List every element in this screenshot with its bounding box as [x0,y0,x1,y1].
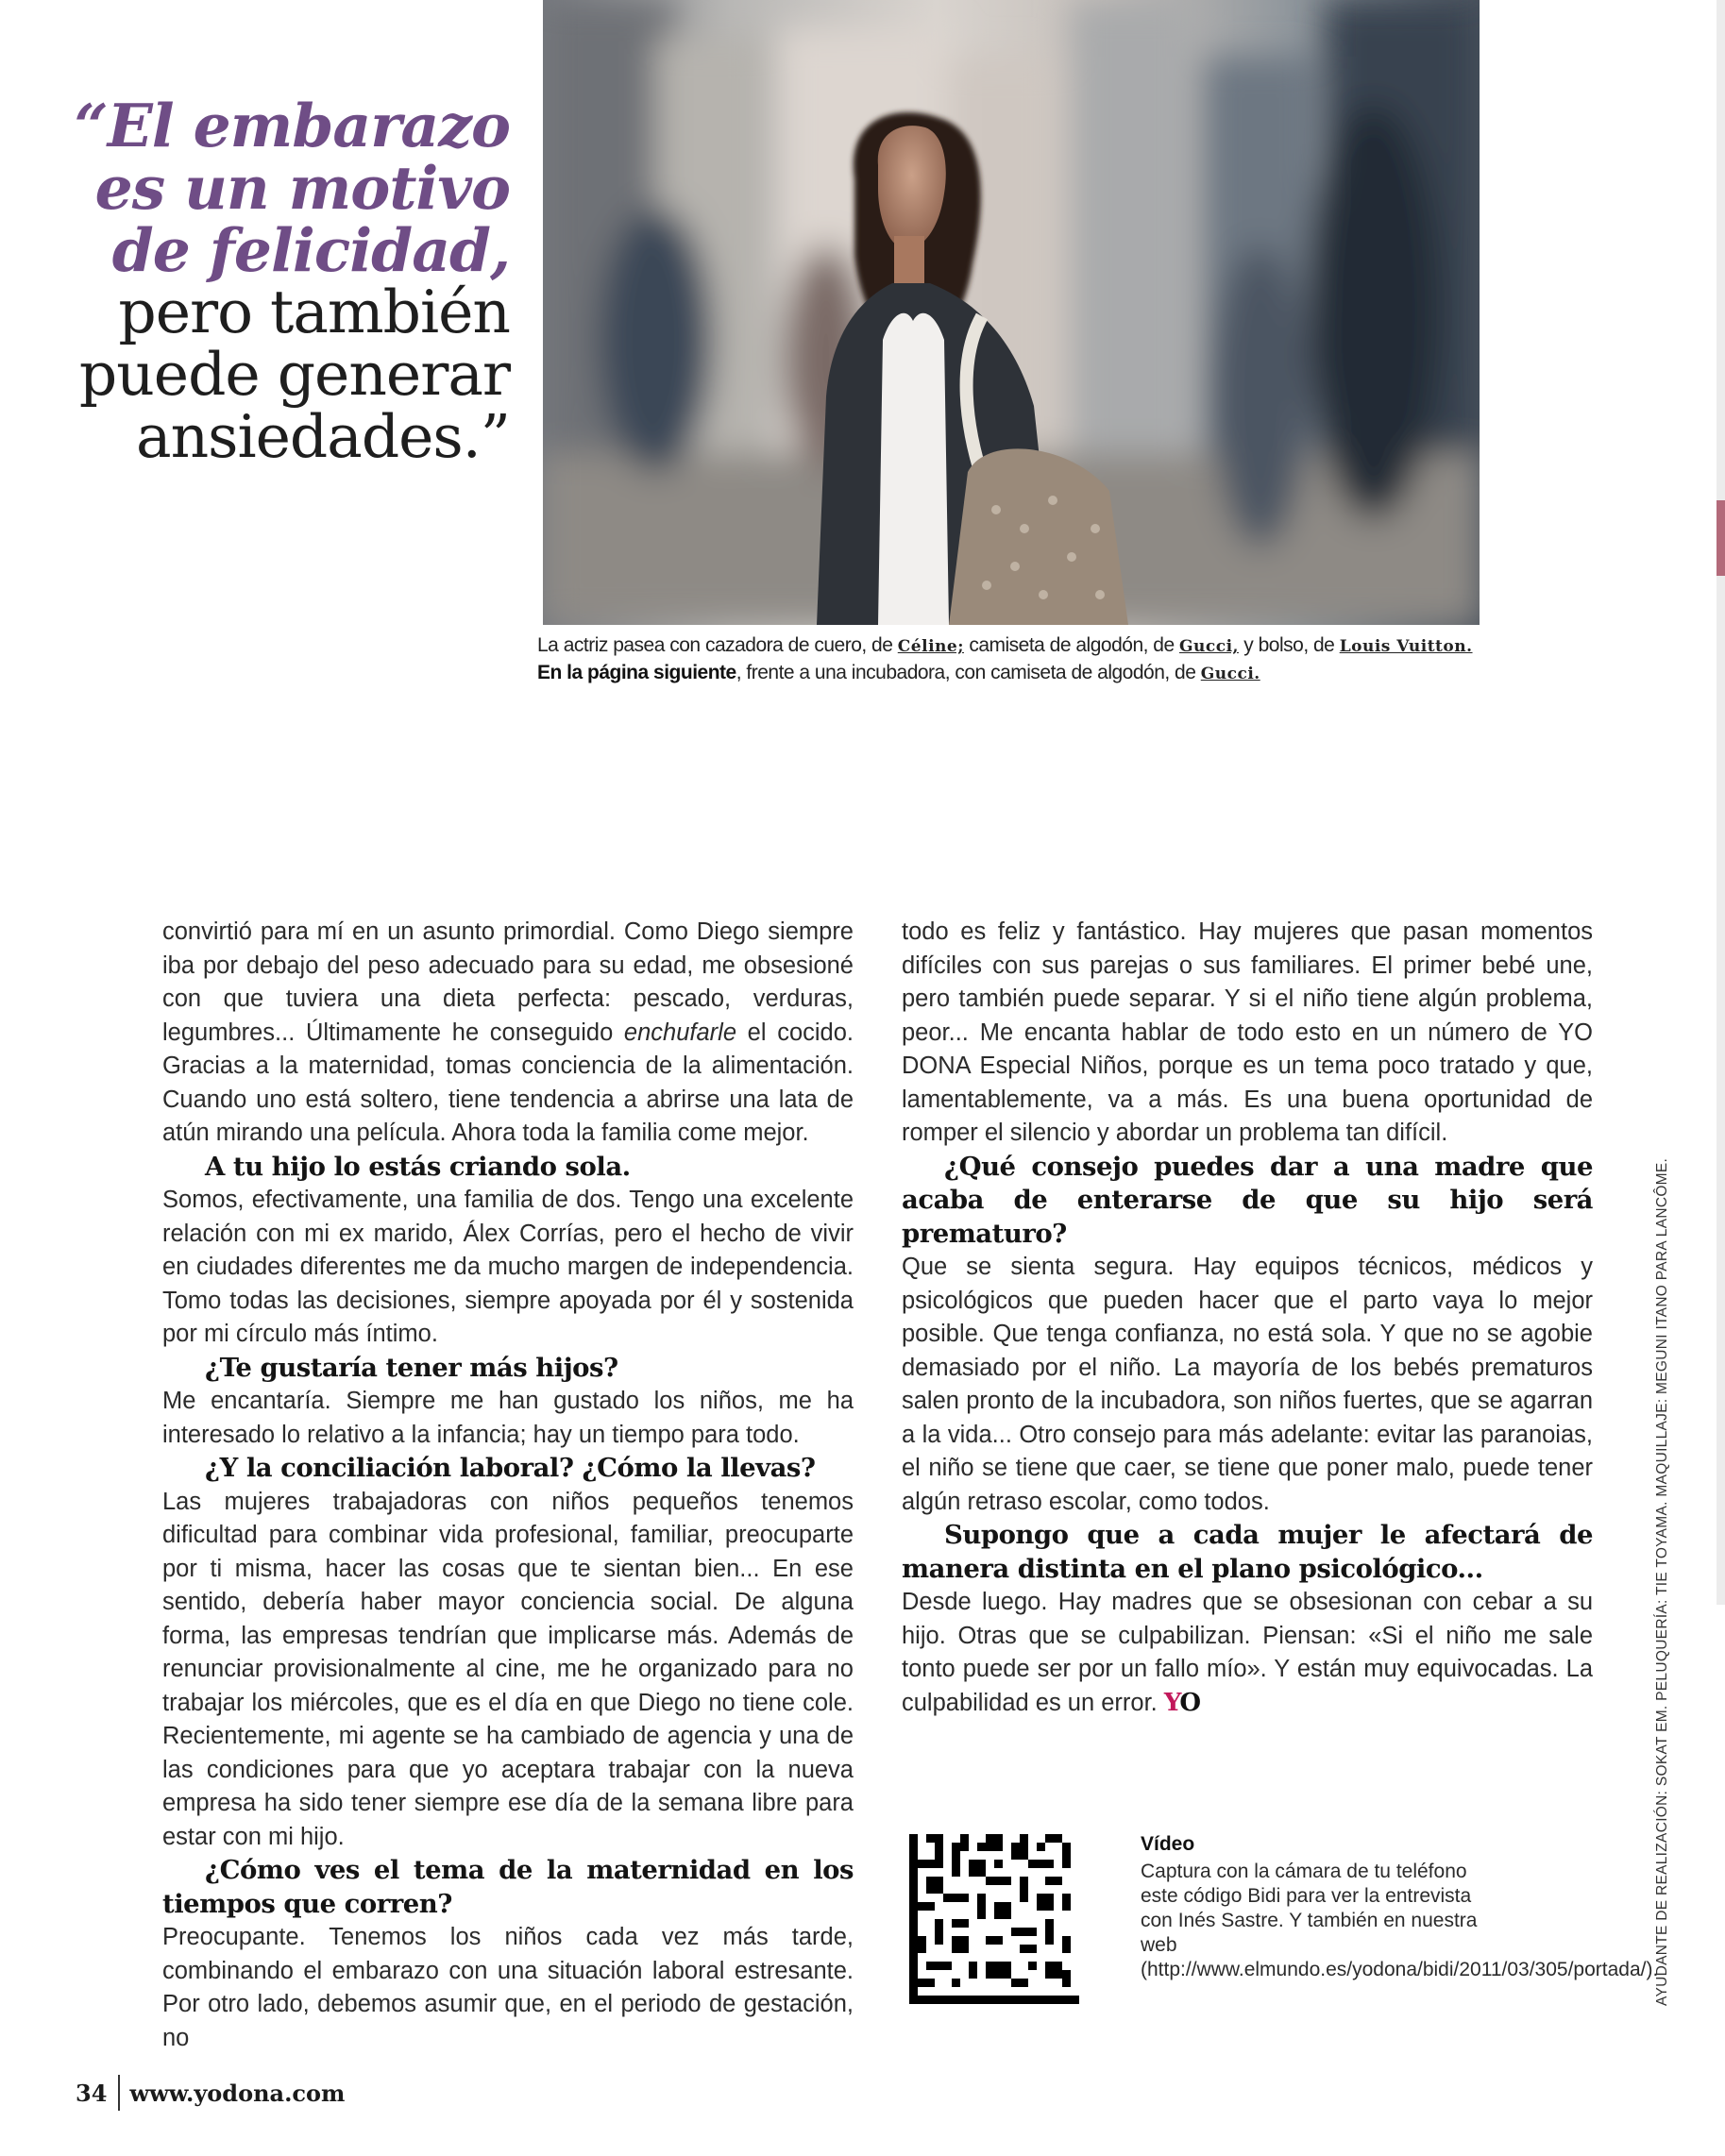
video-box-text: Captura con la cámara de tu teléfono este código Bidi para ver la entrevista con Inés Sastre. Y también en nuestra web (http://www.elmundo.es/yodona/bidi/2011/03/305/portada/). [1141,1861,1659,1980]
interview-answer: Somos, efectivamente, una familia de dos. Tengo una excelente relación con mi ex marido, Álex Corrías, pero el hecho de vivir en ciudades diferentes me da mucho margen de independencia. Tomo todas las decisiones, siempre apoyada por él y sostenida por mi círculo más íntimo. [162,1187,854,1347]
interview-answer: Preocupante. Tenemos los niños cada vez más tarde, combinando el embarazo con una situación laboral estresante. Por otro lado, debemos asumir que, en el periodo de gestación, no [162,1924,854,2051]
paragraph-text: el cocido. Gracias a la maternidad, tomas conciencia de la alimentación. Cuando uno está soltero, tiene tendencia a abrirse una lata de atún mirando una película. Ahora toda la familia come mejor. [162,1019,854,1146]
interview-answer: Las mujeres trabajadoras con niños pequeños tenemos dificultad para combinar vida profesional, familiar, preocuparte por ti misma, hacer las cosas que te sientan bien... En ese sentido, debería haber mayor conciencia social. De alguna forma, las empresas tendrían que implicarse más. Además de renunciar provisionalmente al cine, me he organizado para no trabajar los miércoles, que es el día en que Diego no tiene cole. Recientemente, mi agente se ha cambiado de agencia y una de las condiciones para que yo aceptara trabajar con la nueva empresa ha sido tener siempre ese día de la semana libre para estar con mi hijo. [162,1488,854,1850]
caption-text: y bolso, de [1238,634,1340,656]
brand-celine: Céline; [897,637,964,656]
photo-illustration-icon [543,0,1480,625]
woman-photo [543,0,1480,625]
caption-text: La actriz pasea con cazadora de cuero, de [537,634,898,656]
caption-text: , frente a una incubadora, con camiseta de algodón, de [736,662,1201,683]
right-column [902,916,1593,1720]
website-link[interactable]: www.yodona.com [129,2079,346,2107]
paragraph-text: convirtió para mí en un asunto primordial. Como Diego siempre iba por debajo del peso adecuado para su edad, me obsesioné con que tuviera una dieta perfecta: pescado, verduras, legumbres... Últimamente he conseguido [162,918,854,1046]
pull-quote-highlight: “El embarazo es un motivo de felicidad, [74,91,510,285]
video-box-title: Vídeo [1141,1833,1195,1855]
footer-divider [118,2075,120,2111]
pull-quote-rest: pero también puede generar ansiedades.” [78,278,510,471]
paragraph: todo es feliz y fantástico. Hay mujeres que pasan momentos difíciles con sus parejas o sus familiares. El primer bebé une, pero también puede separar. Y si el niño tiene algún problema, peor... Me encanta hablar de todo esto en un número de YO DONA Especial Niños, porque es un tema poco tratado y que, lamentablemente, va a más. Es una buena oportunidad de romper el silencio y abordar un problema tan difícil. [902,918,1593,1146]
interview-answer: Me encantaría. Siempre me han gustado los niños, me ha interesado lo relativo a la infancia; hay un tiempo para todo. [162,1388,854,1448]
interview-question: ¿Cómo ves el tema de la maternidad en los tiempos que corren? [162,1855,854,1919]
photo-credits: AYUDANTE DE REALIZACIÓN: SOKAT EM. PELUQUERÍA: TIE TOYAMA. MAQUILLAJE: MEGUNI ITANO PARA LANCÔME. [1654,1157,1670,2006]
caption-lead: En la página siguiente [537,662,736,683]
paragraph-emphasis: enchufarle [623,1019,737,1046]
interview-question: A tu hijo lo estás criando sola. [205,1151,631,1182]
left-column [162,916,854,2055]
interview-question: ¿Qué consejo puedes dar a una madre que acaba de enterarse de que su hijo será prematuro? [902,1151,1593,1249]
paragraph [162,916,854,1151]
photo-caption [537,632,1481,687]
answer-text: Desde luego. Hay madres que se obsesionan con cebar a su hijo. Otras que se culpabilizan. Piensan: «Si el niño me sale tonto puede ser por un fallo mío». Y están muy equivocadas. La culpabilidad es un error. [902,1589,1593,1716]
video-box [1141,1832,1659,1982]
page-edge [1717,0,1725,1605]
interview-answer: Que se sienta segura. Hay equipos técnicos, médicos y psicológicos que pueden hacer que el parto vaya lo mejor posible. Que tenga confianza, no está sola. Y que no se agobie demasiado por el niño. La mayoría de los bebés prematuros salen pronto de la incubadora, son niños fuertes, que se agarran a la vida... Otro consejo para más adelante: evitar las paranoias, el niño se tiene que caer, se tiene que poner malo, puede tener algún retraso escolar, como todos. [902,1254,1593,1515]
interview-question: ¿Y la conciliación laboral? ¿Cómo la llevas? [205,1453,816,1483]
bidi-code-icon[interactable] [909,1834,1079,2004]
logo-letter-o: O [1179,1688,1200,1717]
page-number: 34 [76,2079,108,2107]
caption-text: camiseta de algodón, de [963,634,1179,656]
interview-question: Supongo que a cada mujer le afectará de manera distinta en el plano psicológico... [902,1520,1593,1584]
pull-quote [57,91,510,471]
brand-gucci: Gucci, [1178,637,1239,656]
page-edge-accent [1717,500,1725,576]
page-footer [76,2075,345,2111]
yo-logo [1164,1689,1199,1717]
brand-louis-vuitton: Louis Vuitton. [1339,637,1473,656]
brand-gucci: Gucci. [1200,665,1260,683]
logo-letter-y: Y [1163,1688,1180,1717]
interview-answer [902,1586,1593,1720]
interview-question: ¿Te gustaría tener más hijos? [205,1352,618,1383]
